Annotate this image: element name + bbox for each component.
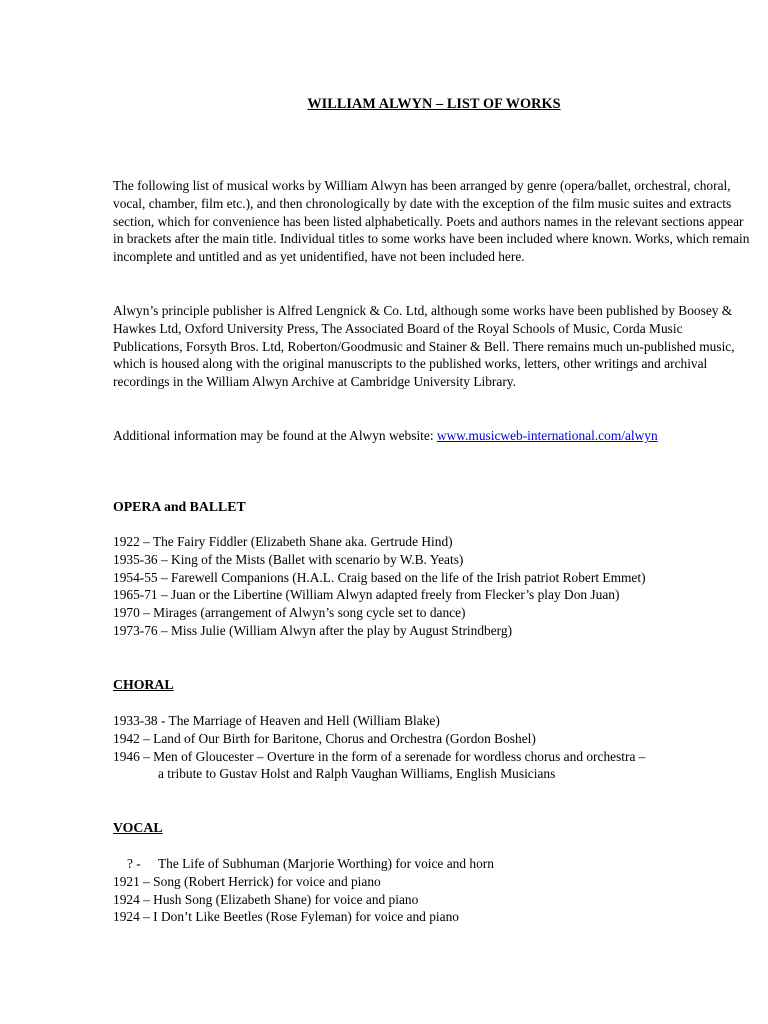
- list-item: 1946 – Men of Gloucester – Overture in the form of a serenade for wordless chorus and orchestra –: [113, 748, 646, 764]
- list-item: 1970 – Mirages (arrangement of Alwyn’s song cycle set to dance): [113, 605, 466, 621]
- list-item: 1954-55 – Farewell Companions (H.A.L. Craig based on the life of the Irish patriot Robert Emmet): [113, 569, 646, 585]
- list-item: 1973-76 – Miss Julie (William Alwyn after the play by August Strindberg): [113, 622, 513, 638]
- list-item: 1924 – I Don’t Like Beetles (Rose Fyleman) for voice and piano: [113, 909, 459, 925]
- additional-info-text: Additional information may be found at the Alwyn website:: [113, 428, 437, 443]
- list-item: 1924 – Hush Song (Elizabeth Shane) for voice and piano: [113, 891, 419, 907]
- additional-info-line: [113, 427, 753, 445]
- list-item: 1933-38 - The Marriage of Heaven and Hell (William Blake): [113, 713, 440, 728]
- alwyn-website-link[interactable]: www.musicweb-international.com/alwyn: [436, 428, 658, 443]
- intro-paragraph: The following list of musical works by William Alwyn has been arranged by genre (opera/ballet, orchestral, choral, vocal, chamber, film etc.), and then chronologically by date with the exception of the film music suites and extracts section, which for convenience has been listed alphabetically. Poets and authors names in the relevant sections appear in brackets after the main title. Individual titles to some works have been included where known. Works, which remain incomplete and untitled and as yet unidentified, have not been included here.: [113, 178, 750, 265]
- list-item: 1921 – Song (Robert Herrick) for voice and piano: [113, 873, 381, 889]
- list-item-continuation: a tribute to Gustav Holst and Ralph Vaughan Williams, English Musicians: [158, 766, 556, 782]
- intro-paragraph-block: [113, 177, 753, 266]
- undated-text: The Life of Subhuman (Marjorie Worthing) for voice and horn: [158, 856, 494, 871]
- list-item: 1942 – Land of Our Birth for Baritone, Chorus and Orchestra (Gordon Boshel): [113, 730, 536, 746]
- undated-list-item: [113, 855, 753, 873]
- publisher-paragraph: Alwyn’s principle publisher is Alfred Lengnick & Co. Ltd, although some works have been published by Boosey & Hawkes Ltd, Oxford University Press, The Associated Board of the Royal Schools of Music, Corda Music Publications, Forsyth Bros. Ltd, Roberton/Goodmusic and Stainer & Bell. There remains much un-published music, which is housed along with the original manuscripts to the published works, letters, other writings and archival recordings in the William Alwyn Archive at Cambridge University Library.: [113, 303, 735, 390]
- vocal-heading: VOCAL: [113, 820, 163, 835]
- list-item: 1935-36 – King of the Mists (Ballet with scenario by W.B. Yeats): [113, 551, 464, 567]
- opera-ballet-heading: OPERA and BALLET: [113, 499, 246, 514]
- publisher-paragraph-block: [113, 302, 753, 391]
- list-item: 1922 – The Fairy Fiddler (Elizabeth Shane aka. Gertrude Hind): [113, 534, 453, 549]
- vocal-list: [113, 855, 753, 926]
- choral-list: [113, 712, 753, 783]
- undated-prefix: ? -: [127, 856, 141, 871]
- opera-ballet-list: [113, 533, 753, 640]
- list-item: 1965-71 – Juan or the Libertine (William Alwyn adapted freely from Flecker’s play Don Juan): [113, 587, 620, 603]
- choral-heading: CHORAL: [113, 677, 174, 692]
- document-title: WILLIAM ALWYN – LIST OF WORKS: [307, 96, 561, 112]
